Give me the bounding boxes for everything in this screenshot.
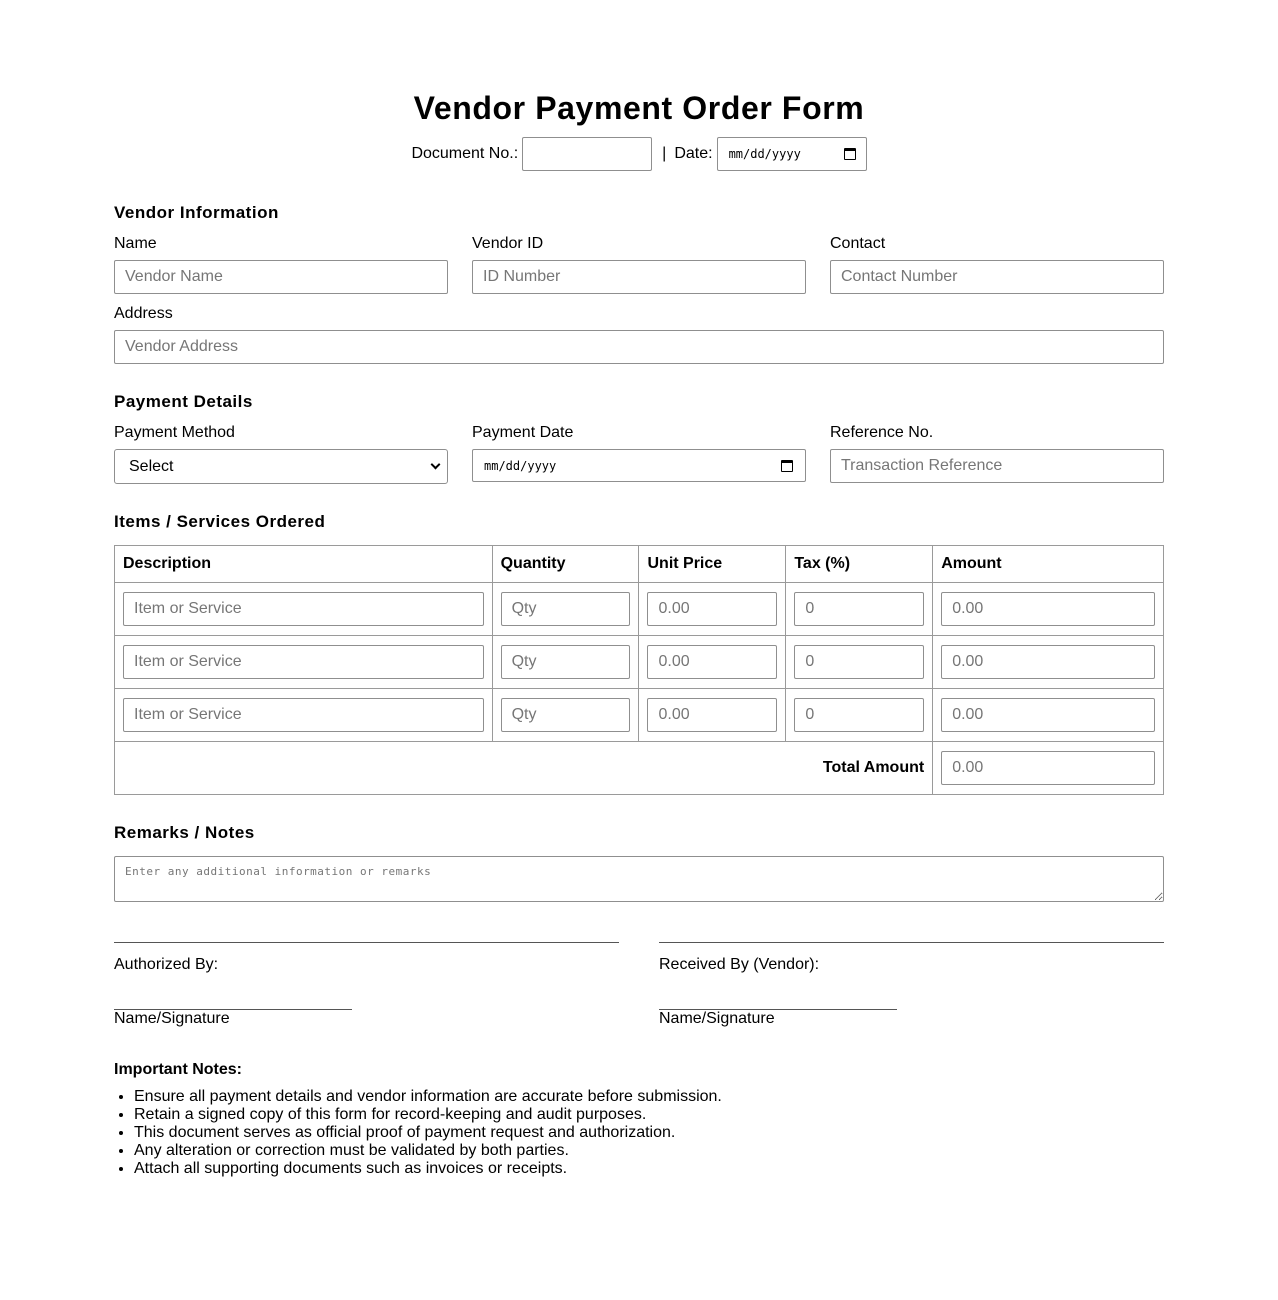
unit-price-input[interactable] xyxy=(647,698,777,732)
vendor-name-input[interactable] xyxy=(114,260,448,294)
important-notes-list xyxy=(114,1088,722,1178)
tax-input[interactable] xyxy=(794,645,924,679)
document-info-line xyxy=(114,137,1164,171)
table-cell xyxy=(933,583,1164,636)
received-top-rule xyxy=(659,942,1164,943)
payment-date-input[interactable] xyxy=(472,449,806,482)
table-cell xyxy=(492,689,639,742)
amount-input[interactable] xyxy=(941,592,1155,626)
table-cell xyxy=(933,636,1164,689)
document-no-label: Document No.: xyxy=(411,145,519,162)
reference-input[interactable] xyxy=(830,449,1164,483)
column-header-unit-price: Unit Price xyxy=(639,546,786,583)
column-header-quantity: Quantity xyxy=(492,546,639,583)
payment-method-value: Select xyxy=(129,457,174,475)
separator: | xyxy=(662,145,667,162)
table-cell xyxy=(786,689,933,742)
amount-input[interactable] xyxy=(941,698,1155,732)
unit-price-input[interactable] xyxy=(647,645,777,679)
address-input[interactable] xyxy=(114,330,1164,364)
total-row xyxy=(115,742,1164,795)
vendor-id-input[interactable] xyxy=(472,260,806,294)
contact-label: Contact xyxy=(830,235,886,252)
tax-input[interactable] xyxy=(794,592,924,626)
table-cell xyxy=(115,583,493,636)
description-input[interactable] xyxy=(123,698,484,732)
authorized-by-label: Authorized By: xyxy=(114,956,219,973)
table-cell xyxy=(933,742,1164,795)
table-cell xyxy=(786,583,933,636)
payment-section-title: Payment Details xyxy=(114,392,253,411)
unit-price-input[interactable] xyxy=(647,592,777,626)
quantity-input[interactable] xyxy=(501,698,631,732)
table-cell xyxy=(492,583,639,636)
document-date-input[interactable] xyxy=(717,137,867,171)
calendar-icon[interactable] xyxy=(844,148,856,160)
amount-input[interactable] xyxy=(941,645,1155,679)
table-row xyxy=(115,583,1164,636)
description-input[interactable] xyxy=(123,645,484,679)
date-label: Date: xyxy=(674,145,713,162)
quantity-input[interactable] xyxy=(501,645,631,679)
important-notes-title: Important Notes: xyxy=(114,1061,242,1078)
column-header-description: Description xyxy=(115,546,493,583)
tax-input[interactable] xyxy=(794,698,924,732)
column-header-tax: Tax (%) xyxy=(786,546,933,583)
total-amount-label: Total Amount xyxy=(115,742,933,795)
list-item: • Ensure all payment details and vendor information are accurate before submission. xyxy=(134,1088,722,1106)
vendor-id-label: Vendor ID xyxy=(472,235,544,252)
table-cell xyxy=(115,689,493,742)
total-amount-input[interactable] xyxy=(941,751,1155,785)
table-cell xyxy=(639,636,786,689)
table-row xyxy=(115,689,1164,742)
description-input[interactable] xyxy=(123,592,484,626)
document-no-input[interactable] xyxy=(522,137,652,171)
payment-method-label: Payment Method xyxy=(114,424,235,441)
vendor-name-label: Name xyxy=(114,235,157,252)
payment-date-placeholder: mm/dd/yyyy xyxy=(484,458,557,473)
remarks-textarea[interactable] xyxy=(114,856,1164,902)
remarks-section-title: Remarks / Notes xyxy=(114,823,255,842)
received-by-label: Received By (Vendor): xyxy=(659,956,820,973)
chevron-down-icon xyxy=(431,460,441,470)
list-item: • Attach all supporting documents such as invoices or receipts. xyxy=(134,1160,722,1178)
page-title: Vendor Payment Order Form xyxy=(413,90,865,126)
table-header-row xyxy=(115,546,1164,583)
items-section-title: Items / Services Ordered xyxy=(114,512,326,531)
items-table xyxy=(114,545,1164,795)
reference-label: Reference No. xyxy=(830,424,934,441)
vendor-section-title: Vendor Information xyxy=(114,203,279,222)
column-header-amount: Amount xyxy=(933,546,1164,583)
authorized-top-rule xyxy=(114,942,619,943)
payment-method-select[interactable] xyxy=(114,449,448,484)
document-date-placeholder: mm/dd/yyyy xyxy=(728,147,801,161)
table-cell xyxy=(933,689,1164,742)
list-item: • Retain a signed copy of this form for record-keeping and audit purposes. xyxy=(134,1106,722,1124)
quantity-input[interactable] xyxy=(501,592,631,626)
list-item: • This document serves as official proof of payment request and authorization. xyxy=(134,1124,722,1142)
payment-date-label: Payment Date xyxy=(472,424,574,441)
table-cell xyxy=(115,636,493,689)
address-label: Address xyxy=(114,305,173,322)
table-cell xyxy=(639,583,786,636)
table-row xyxy=(115,636,1164,689)
table-cell xyxy=(786,636,933,689)
received-signature-caption: Name/Signature xyxy=(659,1010,775,1027)
authorized-signature-caption: Name/Signature xyxy=(114,1010,230,1027)
list-item: • Any alteration or correction must be validated by both parties. xyxy=(134,1142,722,1160)
contact-input[interactable] xyxy=(830,260,1164,294)
table-cell xyxy=(492,636,639,689)
calendar-icon[interactable] xyxy=(781,460,793,472)
table-cell xyxy=(639,689,786,742)
